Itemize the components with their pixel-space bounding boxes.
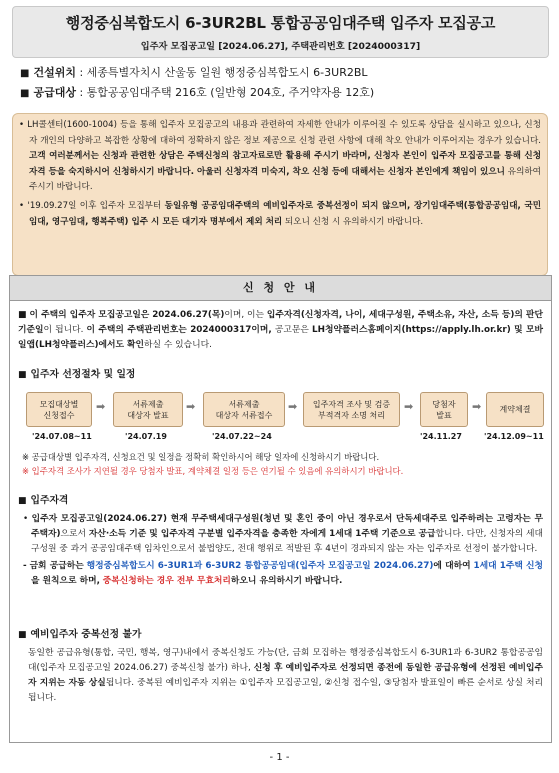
application-guide	[9, 275, 552, 743]
process-notes: ※ 공급대상별 입주자격, 신청요건 및 일정을 정확히 확인하시어 해당 일자에 신청하시기 바랍니다. ※ 입주자격 조사가 지연될 경우 당첨자 발표, 계약체결 일정 등은 연기될 수 있음에 유의하시기 바랍니다.	[22, 452, 404, 476]
process-step-contract: 계약체결	[486, 392, 544, 427]
arrow-icon: ➡	[472, 400, 482, 413]
step-date: '24.07.22~24	[212, 432, 272, 441]
site-info	[20, 63, 540, 103]
arrow-icon: ➡	[96, 400, 106, 413]
notice-item-consultation: • LH콜센터(1600-1004) 등을 통해 입주자 모집공고의 내용과 관련하여 자세한 안내가 이루어질 수 있도록 상담을 실시하고 있으나, 신청자 개인의 다양하고 복잡한 상황에 대하여 정확하지 않은 정보 제공으로 신청 관련 사항에 대해 착오 안내가 이루어지는 경우가 있습니다. 고객 여러분께서는 신청과 관련한 상담은 주택신청의 참고자료로만 활용해 주시기 바라며, 신청자 본인이 입주자 모집공고를 통해 신청자격 등을 숙지하시어 신청하시기 바랍니다. 아울러 신청자격 미숙지, 착오 신청 등에 대해서는 신청자 본인에게 책임이 있으니 유의하여 주시기 바랍니다.	[19, 120, 542, 193]
process-step-application: 모집대상별 신청접수	[26, 392, 92, 427]
selection-process-heading: ■ 입주자 선정절차 및 일정	[18, 369, 136, 380]
process-step-document-receipt: 서류제출 대상자 서류접수	[203, 392, 285, 427]
step-date: '24.12.09~11	[484, 432, 544, 441]
reserve-section: ■ 예비입주자 중복선정 불가 동일한 공급유형(통합, 국민, 행복, 영구)내에서 중복신청도 가능(단, 금회 모집하는 행정중심복합도시 6-3UR1과 6-3UR2 통합공공임대(입주자 모집공고일 2024.06.27) 중복신청 불가) 하나, 신청 후 예비입주자로 선정되면 종전에 동일한 공급유형에 선정된 예비입주자 지위는 자동 상실됩니다. 중복된 예비입주자 지위는 ①입주자 모집공고일, ②신청 접수일, ③당첨자 발표일이 빠른 순서로 상실 처리됩니다.	[18, 629, 544, 703]
step-date: '24.07.19	[125, 432, 167, 441]
arrow-icon: ➡	[404, 400, 414, 413]
supply-target-row: ■ 공급대상 : 통합공공임대주택 216호 (일반형 204호, 주거약자용 12호)	[20, 86, 375, 99]
page-subtitle: 입주자 모집공고일 [2024.06.27], 주택관리번호 [2024000317]	[140, 41, 421, 52]
step-date: '24.11.27	[420, 432, 462, 441]
guide-intro: ■ 이 주택의 입주자 모집공고일은 2024.06.27(목)이며, 이는 입주자격(신청자격, 나이, 세대구성원, 주택소유, 자산, 소득 등)의 판단기준일이 됩니다. 이 주택의 주택관리번호는 2024000317이며, 공고문은 LH청약플러스홈페이지(https://apply.lh.or.kr) 및 모바일앱(LH청약플러스)에서도 확인하실 수 있습니다.	[18, 310, 544, 350]
process-step-document-announce: 서류제출 대상자 발표	[113, 392, 183, 427]
announcement-header	[12, 6, 549, 58]
arrow-icon: ➡	[186, 400, 196, 413]
guide-title: 신 청 안 내	[10, 276, 551, 301]
page-title: 행정중심복합도시 6-3UR2BL 통합공공임대주택 입주자 모집공고	[65, 14, 496, 32]
notice-item-duplicate: • '19.09.27일 이후 입주자 모집부터 동일유형 공공임대주택의 예비입주자로 중복선정이 되지 않으며, 장기임대주택(통합공공임대, 국민임대, 영구임대, 행복주택) 입주 시 모든 대기자 명부에서 제외 처리 되오니 신청 시 유의하시기 바랍니다.	[19, 200, 542, 227]
process-step-verification: 입주자격 조사 및 검증 부적격자 소명 처리	[303, 392, 400, 427]
arrow-icon: ➡	[288, 400, 298, 413]
site-location-row: ■ 건설위치 : 세종특별자치시 산울동 일원 행정중심복합도시 6-3UR2BL	[20, 66, 368, 79]
step-date: '24.07.08~11	[32, 432, 92, 441]
qualification-section: ■ 입주자격 • 입주자 모집공고일(2024.06.27) 현재 무주택세대구성원(청년 및 혼인 중이 아닌 경우로서 단독세대주로 입주하려는 고령자는 무주택자)으로서 자산·소득 기준 및 입주자격 구분별 입주자격을 충족한 자에게 1세대 1주택 기준으로 공급합니다. 다만, 신청자의 세대구성원 중 과거 공공임대주택 임차인으로서 불법양도, 전대 행위로 적발된 후 4년이 경과되지 않는 자는 입주자로 선정이 불가합니다. - 금회 공급하는 행정중심복합도시 6-3UR1과 6-3UR2 통합공공임대(입주자 모집공고일 2024.06.27)에 대하여 1세대 1주택 신청을 원칙으로 하며, 중복신청하는 경우 전부 무효처리하오니 유의하시기 바랍니다.	[18, 495, 544, 586]
page-number: - 1 -	[269, 752, 290, 763]
caution-notice-box	[12, 113, 548, 276]
process-step-winner-announce: 당첨자 발표	[420, 392, 468, 427]
